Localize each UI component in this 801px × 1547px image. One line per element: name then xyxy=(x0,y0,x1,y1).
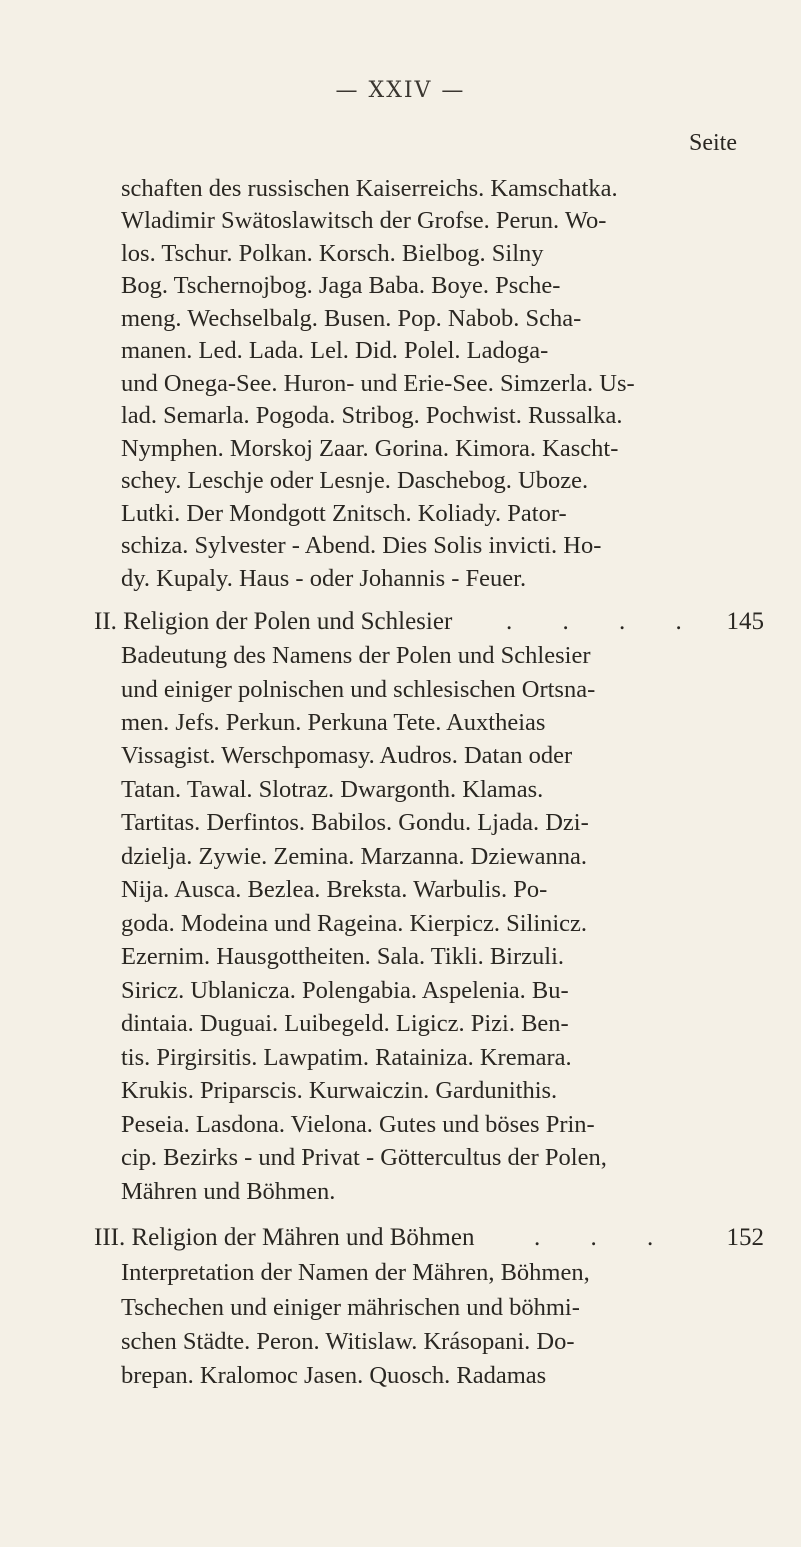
section-2-line: Peseia. Lasdona. Vielona. Gutes und böses Prin- xyxy=(121,1111,595,1138)
section-2-page-number: 145 xyxy=(726,608,764,635)
section-2-line: Badeutung des Namens der Polen und Schlesier xyxy=(121,642,591,669)
section-2-line: cip. Bezirks - und Privat - Göttercultus der Polen, xyxy=(121,1144,607,1171)
section-2-line: Tartitas. Derfintos. Babilos. Gondu. Ljada. Dzi- xyxy=(121,809,589,836)
block1-line: meng. Wechselbalg. Busen. Pop. Nabob. Scha- xyxy=(121,305,582,332)
block1-line: Wladimir Swätoslawitsch der Grofse. Perun. Wo- xyxy=(121,207,607,234)
section-2-line: men. Jefs. Perkun. Perkuna Tete. Auxtheias xyxy=(121,709,546,736)
section-2-title: II. Religion der Polen und Schlesier xyxy=(94,608,453,635)
block1-line: Bog. Tschernojbog. Jaga Baba. Boye. Psche- xyxy=(121,272,561,299)
section-2-line: Tatan. Tawal. Slotraz. Dwargonth. Klamas. xyxy=(121,776,544,803)
block1-line: Nymphen. Morskoj Zaar. Gorina. Kimora. Kascht- xyxy=(121,435,619,462)
section-3-line: schen Städte. Peron. Witislaw. Krásopani. Do- xyxy=(121,1328,575,1355)
block1-line: schey. Leschje oder Lesnje. Daschebog. Uboze. xyxy=(121,467,589,494)
section-3-line: Interpretation der Namen der Mähren, Böhmen, xyxy=(121,1259,590,1286)
section-3-title: III. Religion der Mähren und Böhmen xyxy=(94,1224,475,1251)
section-3-page-number: 152 xyxy=(726,1224,764,1251)
section-2-line: Krukis. Priparscis. Kurwaiczin. Gardunithis. xyxy=(121,1077,558,1104)
section-2-line: Vissagist. Werschpomasy. Audros. Datan oder xyxy=(121,742,573,769)
block1-line: Lutki. Der Mondgott Znitsch. Koliady. Pator- xyxy=(121,500,567,527)
section-2-line: und einiger polnischen und schlesischen Ortsna- xyxy=(121,676,596,703)
section-2-leader-dots: . . . . xyxy=(506,608,704,635)
section-3-leader-dots: . . . xyxy=(534,1224,676,1251)
block1-line: lad. Semarla. Pogoda. Stribog. Pochwist. Russalka. xyxy=(121,402,623,429)
section-2-line: dintaia. Duguai. Luibegeld. Ligicz. Pizi. Ben- xyxy=(121,1010,569,1037)
section-2-line: Nija. Ausca. Bezlea. Breksta. Warbulis. Po- xyxy=(121,876,548,903)
block1-line: schaften des russischen Kaiserreichs. Kamschatka. xyxy=(121,175,618,202)
section-2-line: tis. Pirgirsitis. Lawpatim. Ratainiza. Kremara. xyxy=(121,1044,572,1071)
section-2-line: Ezernim. Hausgottheiten. Sala. Tikli. Birzuli. xyxy=(121,943,564,970)
section-3-line: Tschechen und einiger mährischen und böhmi- xyxy=(121,1294,580,1321)
block1-line: schiza. Sylvester - Abend. Dies Solis invicti. Ho- xyxy=(121,532,602,559)
page-header: — XXIV — xyxy=(335,78,466,103)
section-3-line: brepan. Kralomoc Jasen. Quosch. Radamas xyxy=(121,1362,547,1389)
block1-line: und Onega-See. Huron- und Erie-See. Simzerla. Us- xyxy=(121,370,635,397)
section-2-line: Siricz. Ublanicza. Polengabia. Aspelenia. Bu- xyxy=(121,977,569,1004)
seite-label: Seite xyxy=(689,130,737,156)
block1-line: los. Tschur. Polkan. Korsch. Bielbog. Silny xyxy=(121,240,544,267)
block1-line: manen. Led. Lada. Lel. Did. Polel. Ladoga- xyxy=(121,337,549,364)
section-2-line: Mähren und Böhmen. xyxy=(121,1178,336,1205)
section-2-line: dzielja. Zywie. Zemina. Marzanna. Dziewanna. xyxy=(121,843,587,870)
section-2-line: goda. Modeina und Rageina. Kierpicz. Silinicz. xyxy=(121,910,588,937)
block1-line: dy. Kupaly. Haus - oder Johannis - Feuer. xyxy=(121,565,527,592)
